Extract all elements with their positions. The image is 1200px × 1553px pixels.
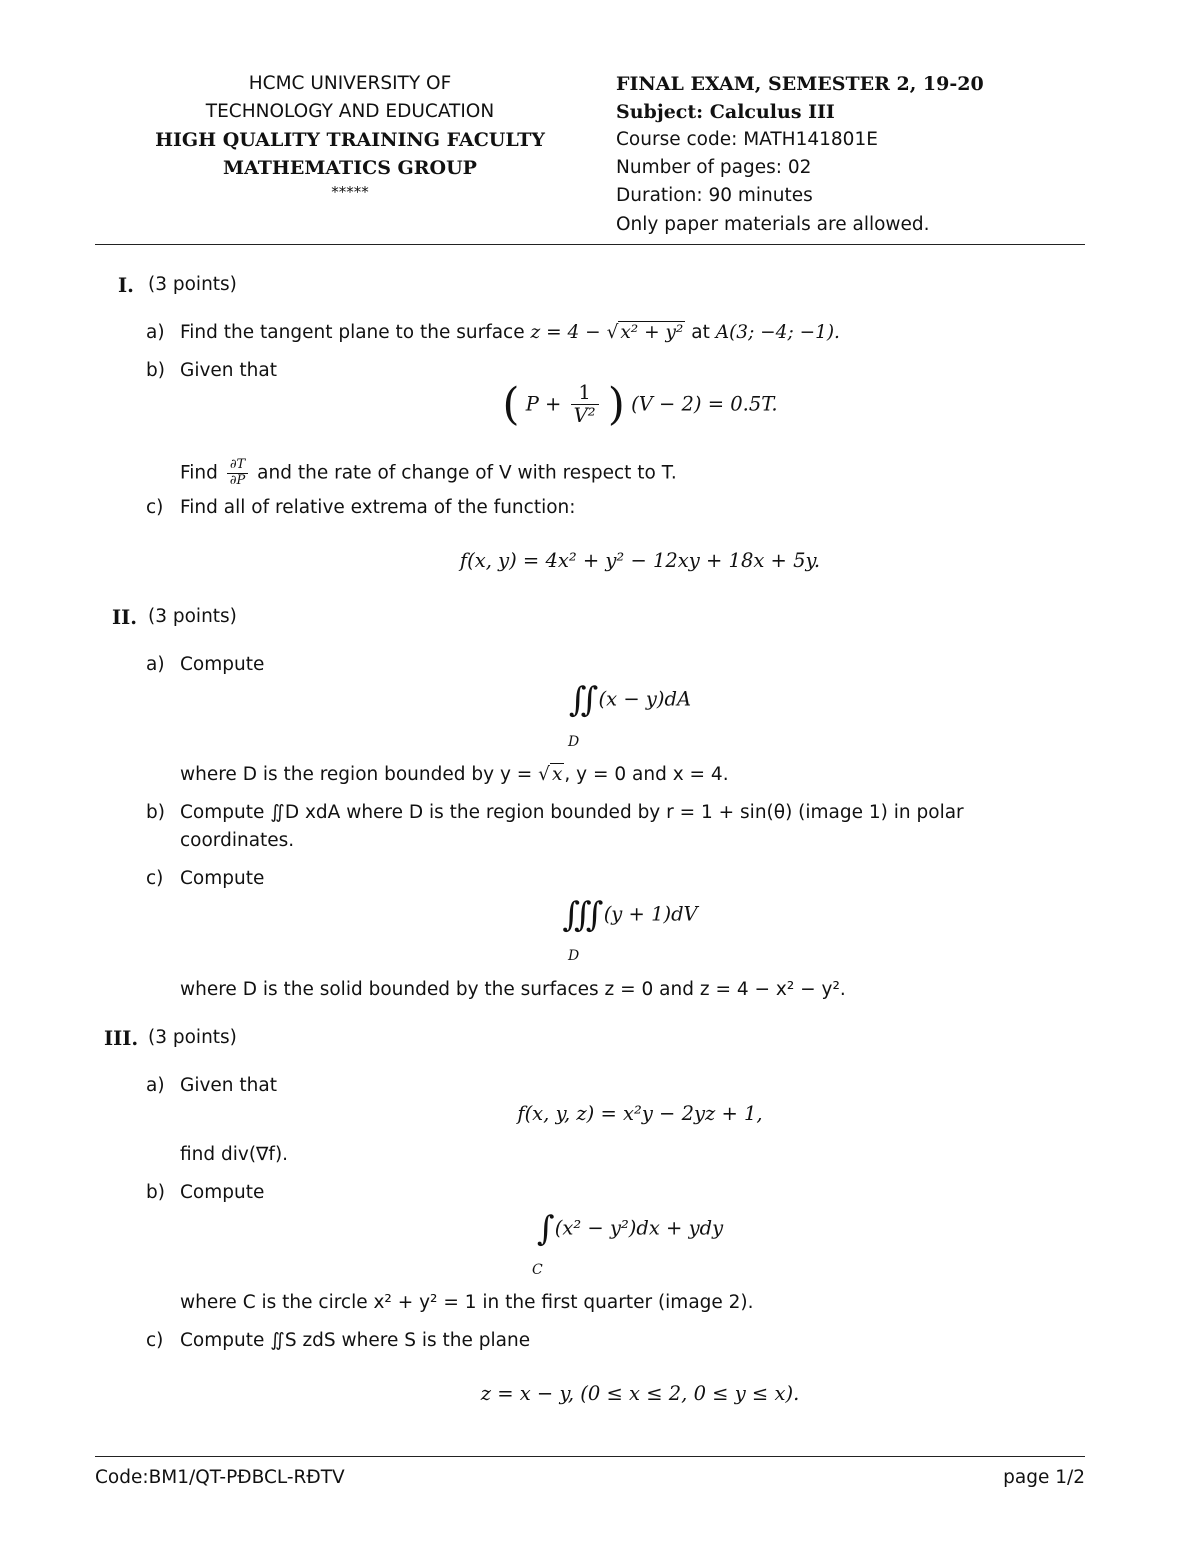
find-suffix: and the rate of change of V with respect to T. — [257, 462, 677, 484]
section-2b-text-2: coordinates. — [180, 830, 295, 851]
number-of-pages: Number of pages: 02 — [616, 157, 812, 178]
section-2b-text: Compute ∬D xdA where D is the region bounded by r = 1 + sin(θ) (image 1) in polar — [180, 802, 964, 823]
section-3a-text: Given that — [180, 1075, 277, 1096]
section-1a-sqrt: √ x² + y² — [606, 322, 684, 343]
section-2c-label: c) — [146, 868, 164, 889]
university-line-2: TECHNOLOGY AND EDUCATION — [205, 101, 495, 122]
section-1b-equation — [380, 378, 900, 430]
header-divider — [95, 244, 1085, 245]
line-integral-icon: ∫ — [536, 1209, 549, 1249]
section-1a-point: A(3; −4; −1). — [715, 322, 840, 343]
triple-integral-icon: ∫∫∫ — [562, 895, 598, 935]
section-2a-integral — [500, 680, 760, 720]
section-3a-find: find div(∇f). — [180, 1144, 289, 1165]
integral-subscript: C — [532, 1262, 543, 1278]
fraction-numerator: 1 — [571, 382, 599, 405]
section-3b-text: Compute — [180, 1182, 265, 1203]
left-paren: ( — [502, 378, 520, 430]
footer-code: Code:BM1/QT-PĐBCL-RĐTV — [95, 1467, 345, 1488]
find-prefix: Find — [180, 462, 218, 484]
section-3b-label: b) — [146, 1182, 165, 1203]
integrand: (y + 1)dV — [603, 902, 698, 926]
section-3-points: (3 points) — [148, 1027, 237, 1048]
where-suffix: , y = 0 and x = 4. — [564, 764, 729, 785]
section-3b-integral — [500, 1209, 760, 1249]
subject: Subject: Calculus III — [616, 101, 835, 123]
where-prefix: where D is the region bounded by y = — [180, 764, 533, 785]
fraction-denominator: V² — [573, 404, 596, 428]
header-right — [616, 70, 1086, 240]
duration: Duration: 90 minutes — [616, 185, 813, 206]
section-3b-where: where C is the circle x² + y² = 1 in the first quarter (image 2). — [180, 1292, 754, 1313]
section-2c-text: Compute — [180, 868, 265, 889]
section-1c-equation: f(x, y) = 4x² + y² − 12xy + 18x + 5y. — [459, 549, 821, 572]
section-1a-label: a) — [146, 322, 165, 343]
faculty-name: HIGH QUALITY TRAINING FACULTY — [155, 129, 545, 151]
group-name: MATHEMATICS GROUP — [223, 157, 477, 179]
section-1c-label: c) — [146, 497, 164, 518]
header-left — [95, 70, 605, 202]
footer-page-number: page 1/2 — [1003, 1467, 1085, 1488]
section-2-points: (3 points) — [148, 606, 237, 627]
section-3c-equation: z = x − y, (0 ≤ x ≤ 2, 0 ≤ y ≤ x). — [480, 1382, 800, 1405]
materials-note: Only paper materials are allowed. — [616, 214, 930, 235]
integrand: (x² − y²)dx + ydy — [554, 1216, 724, 1240]
section-1-label: I. — [118, 274, 134, 297]
integral-subscript: D — [568, 734, 580, 750]
section-3c-label: c) — [146, 1330, 164, 1351]
section-3-label: III. — [104, 1027, 139, 1050]
section-2a-label: a) — [146, 654, 165, 675]
eq-left: P + — [525, 392, 562, 416]
section-2-label: II. — [112, 606, 138, 629]
university-line-1: HCMC UNIVERSITY OF — [248, 73, 452, 94]
section-3c-text: Compute ∬S zdS where S is the plane — [180, 1330, 531, 1351]
section-2b-label: b) — [146, 802, 165, 823]
fraction — [571, 382, 599, 428]
section-1b-label: b) — [146, 360, 165, 381]
section-1a-at: at — [691, 322, 710, 343]
section-3a-label: a) — [146, 1075, 165, 1096]
section-1b-text: Given that — [180, 360, 277, 381]
header-stars: ***** — [331, 183, 369, 201]
where-sqrt-content: x — [551, 764, 563, 785]
section-1a-prefix: Find the tangent plane to the surface — [180, 322, 525, 343]
find-fraction-numerator: ∂T — [227, 458, 248, 474]
section-2c-where: where D is the solid bounded by the surfaces z = 0 and z = 4 − x² − y². — [180, 979, 846, 1000]
course-code: Course code: MATH141801E — [616, 129, 878, 150]
right-paren: ) — [607, 378, 625, 430]
section-2a-text: Compute — [180, 654, 265, 675]
exam-title: FINAL EXAM, SEMESTER 2, 19-20 — [616, 73, 984, 95]
section-1b-find — [180, 458, 677, 489]
integral-subscript: D — [568, 948, 580, 964]
section-1a-surface: z = 4 − — [530, 322, 601, 343]
eq-right: (V − 2) = 0.5T. — [631, 392, 778, 416]
integrand: (x − y)dA — [598, 687, 692, 711]
double-integral-icon: ∫∫ — [568, 680, 593, 720]
find-fraction-denominator: ∂P — [229, 472, 246, 488]
section-1a-text — [180, 322, 840, 343]
section-1c-text: Find all of relative extrema of the function: — [180, 497, 576, 518]
find-fraction — [227, 458, 248, 489]
section-3a-equation: f(x, y, z) = x²y − 2yz + 1, — [517, 1102, 763, 1125]
section-2c-integral — [490, 895, 770, 935]
section-2a-where — [180, 764, 729, 785]
section-1-points: (3 points) — [148, 274, 237, 295]
where-sqrt: √ x — [538, 764, 563, 785]
footer-divider — [95, 1456, 1085, 1457]
section-1a-sqrt-content: x² + y² — [620, 322, 684, 343]
